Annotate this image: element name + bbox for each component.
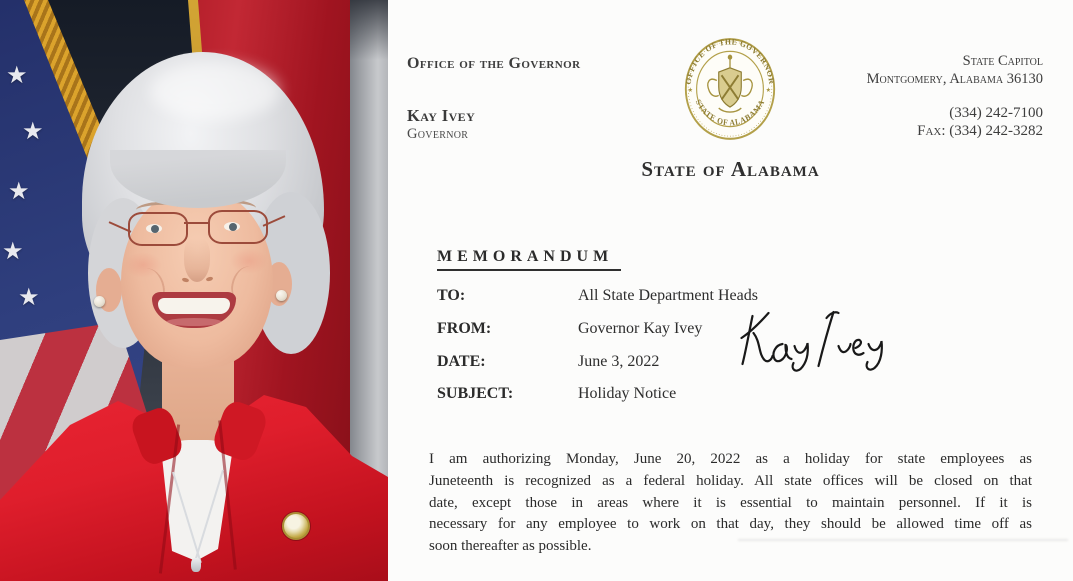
letterhead-governor-name: Kay Ivey [407, 106, 476, 125]
flag-star-icon: ★ [8, 179, 30, 205]
teeth [158, 298, 230, 314]
memo-body-line: soon thereafter as possible. [429, 538, 592, 555]
memo-body-line: date, except those in areas where it is essential to maintain personnel. If it is [429, 494, 1032, 511]
glasses-lens-right [208, 210, 268, 244]
state-of-alabama-title: State of Alabama [641, 157, 820, 181]
governor-portrait-photo [0, 0, 388, 581]
memo-body-line: necessary for any employee to work on that day, they should be allowed time off as [429, 516, 1032, 533]
memo-value-subject: Holiday Notice [578, 385, 677, 402]
address-line-2: Montgomery, Alabama 36130 [866, 71, 1043, 87]
seal-star-left-icon: ★ [687, 87, 693, 95]
memo-document [388, 0, 1073, 581]
nose [184, 238, 210, 282]
seal-top-text: OFFICE OF THE GOVERNOR [684, 36, 776, 86]
address-line-1: State Capitol [962, 53, 1043, 69]
memo-value-date: June 3, 2022 [578, 353, 660, 370]
glasses-lens-left [128, 212, 188, 246]
letterhead-governor-title: Governor [407, 126, 469, 142]
fax-number: Fax: (334) 242-3282 [917, 123, 1043, 139]
necklace-pendant [191, 558, 201, 572]
phone-number: (334) 242-7100 [949, 105, 1043, 121]
memo-value-to: All State Department Heads [578, 287, 758, 304]
kay-ivey-signature [736, 308, 891, 372]
memo-label-date: DATE: [437, 353, 486, 370]
memo-body-line: I am authorizing Monday, June 20, 2022 as a holiday for state employees as [429, 451, 1032, 467]
lower-lip [166, 318, 222, 326]
flag-star-icon: ★ [22, 119, 44, 145]
memo-body-line: Juneteenth is recognized as a federal holiday. All state offices will be closed on that [429, 472, 1032, 489]
memo-row-to [437, 287, 1057, 305]
memo-label-to: TO: [437, 287, 466, 304]
memo-row-subject [437, 385, 1057, 403]
pearl-earring-left [94, 296, 105, 307]
memo-body [429, 449, 1032, 558]
letterhead-office: Office of the Governor [407, 55, 581, 72]
hair-highlight [150, 62, 280, 120]
letterhead-address [867, 52, 1043, 88]
seal-bottom-text: STATE OF ALABAMA [693, 97, 767, 128]
pearl-earring-right [276, 290, 287, 301]
seal-star-right-icon: ★ [765, 87, 771, 95]
memorandum-heading: MEMORANDUM [437, 248, 621, 271]
letterhead-phones [917, 104, 1043, 140]
memo-label-subject: SUBJECT: [437, 385, 514, 402]
scan-artifact-line [738, 539, 1068, 541]
flag-star-icon: ★ [2, 239, 24, 265]
flag-star-icon: ★ [18, 285, 40, 311]
memo-label-from: FROM: [437, 320, 492, 337]
governor-seal-icon [683, 36, 777, 142]
flag-star-icon: ★ [6, 63, 28, 89]
glasses-bridge [184, 222, 210, 224]
gold-lapel-pin [282, 512, 310, 540]
memo-value-from: Governor Kay Ivey [578, 320, 703, 337]
